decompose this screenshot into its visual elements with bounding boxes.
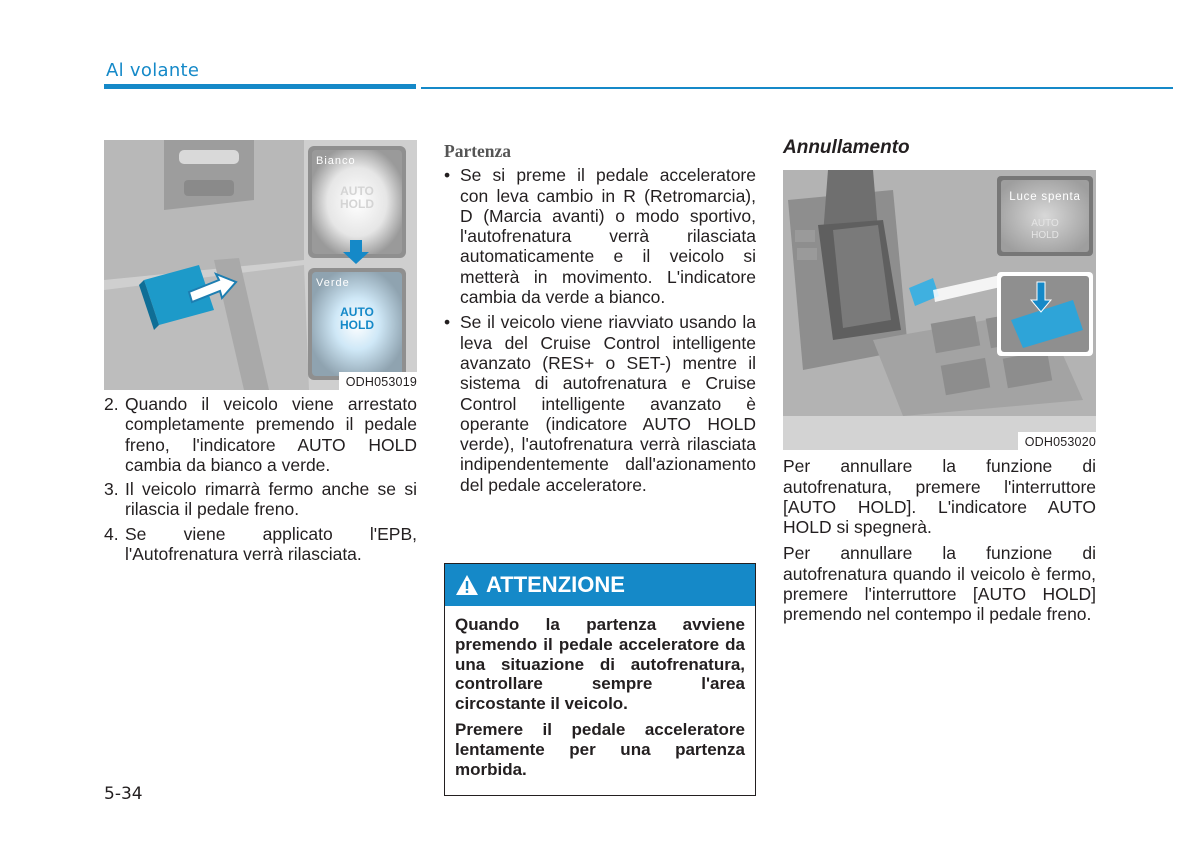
annullamento-paragraph: Per annullare la funzione di autofrenatura, premere l'interruttore [AUTO HOLD]. L'indicatore AUTO HOLD si spegnerà. [783,456,1096,538]
bullet-dot: • [444,165,451,186]
figure-console-illustration [783,170,1096,416]
warning-paragraph: Premere il pedale acceleratore lentamente per una partenza morbida. [455,719,745,779]
icon-text-blue-1: AUTO [340,305,374,319]
icon-text-blue-2: HOLD [340,318,374,332]
partenza-heading: Partenza [444,141,512,161]
bullet-dot: • [444,312,451,333]
step-text: Il veicolo rimarrà fermo anche se si rilascia il pedale freno. [125,479,417,520]
page-number: 5-34 [104,784,143,804]
icon-text-off-2: HOLD [1031,230,1059,242]
warning-header [445,564,755,606]
header-rule-thick [104,84,416,89]
icon-text-white-1: AUTO [340,184,374,198]
bullet-text: Se si preme il pedale acceleratore con leva cambio in R (Retromarcia), D (Marcia avanti) o modo sportivo, l'autofrenatura verrà rilasciata automaticamente e il veicolo si metterà in movimento. L'indicatore cambia da verde a bianco. [460,165,756,308]
warning-body [445,606,755,779]
label-bianco: Bianco [316,155,356,167]
warning-title: ATTENZIONE [486,572,625,597]
label-verde: Verde [316,277,350,289]
icon-text-white-2: HOLD [340,197,374,211]
label-luce-spenta: Luce spenta [1009,191,1081,204]
icon-text-off-1: AUTO [1031,218,1059,230]
step-text: Quando il veicolo viene arrestato completamente premendo il pedale freno, l'indicatore AUTO HOLD cambia da bianco a verde. [125,394,417,475]
steps-list [104,394,417,564]
list-item [104,394,417,475]
warning-icon [455,574,479,596]
header-rule-thin [421,87,1173,89]
annullamento-heading: Annullamento [783,137,910,158]
list-item [104,479,417,520]
bullet-text: Se il veicolo viene riavviato usando la leva del Cruise Control intelligente avanzato (RES+ o SET-) mentre il sistema di autofrenatura e Cruise Control intelligente avanzato è operante (indicatore AUTO HOLD verde), l'autofrenatura verrà rilasciata indipendentemente dall'azionamento del pedale acceleratore. [460,312,756,495]
figure-code: ODH053020 [1018,432,1096,450]
annullamento-paragraph: Per annullare la funzione di autofrenatura quando il veicolo è fermo, premere l'interruttore [AUTO HOLD] premendo nel contempo il pedale freno. [783,543,1096,625]
step-number: 3. [104,479,119,500]
figure-code: ODH053019 [339,372,417,390]
column-left [104,140,417,568]
step-text: Se viene applicato l'EPB, l'Autofrenatura verrà rilasciata. [125,523,417,565]
step-number: 4. [104,523,119,544]
list-item [444,165,756,307]
list-item [104,524,417,565]
figure-console [783,170,1096,450]
warning-paragraph: Quando la partenza avviene premendo il pedale acceleratore da una situazione di autofrenatura, controllare sempre l'area circostante il veicolo. [455,615,745,714]
column-right [783,137,1096,625]
step-number: 2. [104,394,119,414]
warning-box [444,563,756,796]
partenza-bullets [444,165,756,495]
figure-brake-pedal-illustration [104,140,417,390]
list-item [444,312,756,495]
figure-brake-pedal [104,140,417,390]
column-middle [444,140,756,500]
section-title: Al volante [106,60,200,81]
